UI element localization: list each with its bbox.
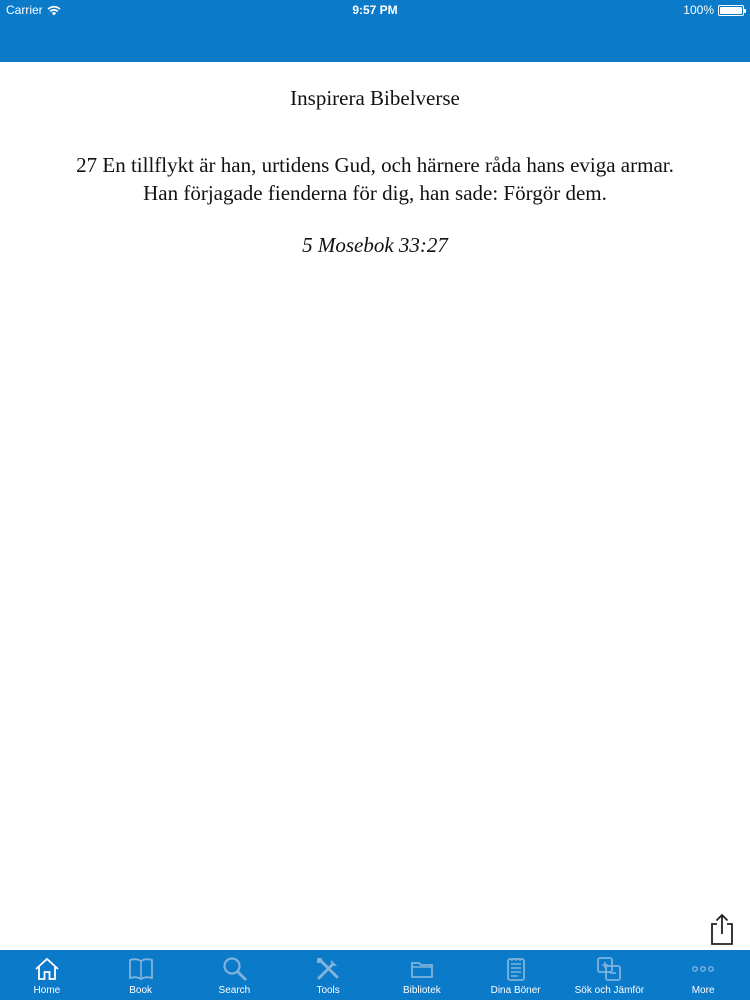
tab-sok-och-jamfor[interactable]	[563, 950, 657, 1000]
status-time: 9:57 PM	[352, 3, 398, 17]
tab-label: Bibliotek	[402, 985, 441, 996]
book-icon	[127, 955, 155, 983]
tab-label: Search	[218, 985, 251, 996]
more-icon	[689, 955, 717, 983]
tab-search[interactable]	[188, 950, 282, 1000]
status-bar	[0, 0, 750, 20]
home-icon	[33, 955, 61, 983]
tab-label: Book	[129, 985, 153, 996]
tab-label: Sök och Jämför	[574, 985, 645, 996]
carrier-label: Carrier	[6, 3, 43, 17]
tab-label: Tools	[316, 985, 340, 996]
tab-label: More	[691, 985, 715, 996]
tab-label: Dina Böner	[490, 985, 541, 996]
compare-icon	[595, 955, 623, 983]
battery-percent: 100%	[683, 3, 714, 17]
tab-label: Home	[33, 985, 61, 996]
notepad-icon	[502, 955, 530, 983]
verse-text	[20, 151, 730, 207]
verse-content	[0, 62, 750, 950]
tab-tools[interactable]	[281, 950, 375, 1000]
verse-line-2: Han förjagade fienderna för dig, han sade: Förgör dem.	[143, 181, 607, 205]
tab-bar	[0, 950, 750, 1000]
tools-icon	[314, 955, 342, 983]
tab-book[interactable]	[94, 950, 188, 1000]
search-icon	[220, 955, 248, 983]
top-bar	[0, 0, 750, 62]
battery-icon	[718, 5, 744, 16]
share-icon	[708, 913, 736, 945]
tab-bibliotek[interactable]	[375, 950, 469, 1000]
verse-reference: 5 Mosebok 33:27	[302, 233, 448, 257]
status-right	[683, 3, 744, 17]
tab-home[interactable]	[0, 950, 94, 1000]
folder-icon	[408, 955, 436, 983]
share-button[interactable]	[706, 912, 738, 946]
verse-line-1: 27 En tillflykt är han, urtidens Gud, och härnere råda hans eviga armar.	[76, 153, 674, 177]
tab-dina-boner[interactable]	[469, 950, 563, 1000]
tab-more[interactable]	[656, 950, 750, 1000]
page-title: Inspirera Bibelverse	[290, 86, 460, 110]
